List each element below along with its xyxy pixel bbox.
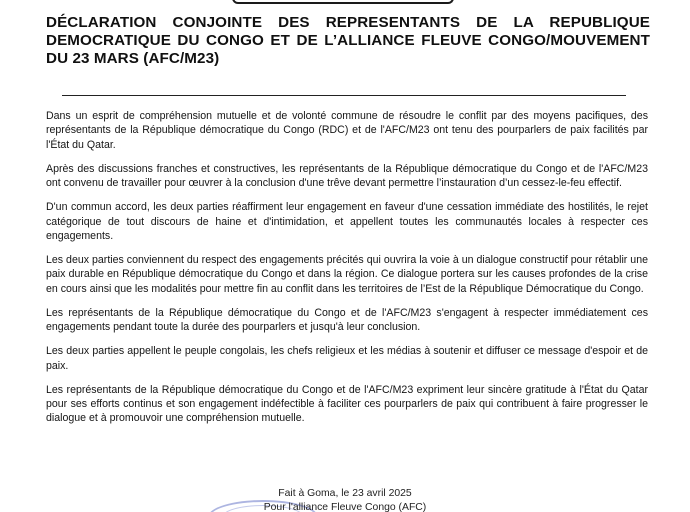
signature-block <box>0 487 690 512</box>
place-and-date: Fait à Goma, le 23 avril 2025 <box>278 488 412 499</box>
paragraph-5: Les représentants de la République démocratique du Congo et de l'AFC/M23 s'engagent à respecter immédiatement ces engagements pendant toute la durée des pourparlers et jusqu'à leur conclusion. <box>46 306 648 334</box>
paragraph-6: Les deux parties appellent le peuple congolais, les chefs religieux et les médias à soutenir et diffuser ce message d'espoir et de paix. <box>46 345 648 372</box>
paragraph-1: Dans un esprit de compréhension mutuelle et de volonté commune de résoudre le conflit par des moyens pacifiques, des représentants de la République démocratique du Congo (RDC) et de l'AFC/M23 ont tenu des pourparlers de paix facilités par l'État du Qatar. <box>46 110 648 151</box>
paragraph-3: D'un commun accord, les deux parties réaffirment leur engagement en faveur d'une cessation immédiate des hostilités, le rejet catégorique de tout discours de haine et d'intimidation, et appellent toutes les communautés locales à respecter ces engagements. <box>46 201 648 243</box>
paragraph-4: Les deux parties conviennent du respect des engagements précités qui ouvrira la voie à un dialogue constructif pour rétablir une paix durable en République démocratique du Congo et dans la région. Ce dialogue portera sur les causes profondes de la crise en cours ainsi que les modalités pour mettre fin au conflit dans les territoires de l’Est de la République Démocratique du Congo. <box>46 254 648 295</box>
document-title: DÉCLARATION CONJOINTE DES REPRESENTANTS DE LA REPUBLIQUE DEMOCRATIQUE DU CONGO ET DE L’ALLIANCE FLEUVE CONGO/MOUVEMENT DU 23 MARS (AFC/M23) <box>46 14 650 67</box>
paragraph-7: Les représentants de la République démocratique du Congo et de l'AFC/M23 expriment leur sincère gratitude à l'État du Qatar pour ses efforts continus et son engagement indéfectible à faciliter ces pourparlers de paix qui contribuent à faire progresser le dialogue et à promouvoir une compréhension mutuelle. <box>46 383 648 425</box>
title-divider <box>62 95 626 96</box>
header-box-fragment <box>232 0 454 4</box>
paragraph-2: Après des discussions franches et constructives, les représentants de la République démocratique du Congo et de l'AFC/M23 ont convenu de travailler pour œuvrer à la conclusion d'une trêve devant permettre l’instauration d’un cessez-le-feu effectif. <box>46 162 648 190</box>
signatory-line: Pour l'alliance Fleuve Congo (AFC) <box>263 502 427 512</box>
document-body <box>46 109 648 435</box>
